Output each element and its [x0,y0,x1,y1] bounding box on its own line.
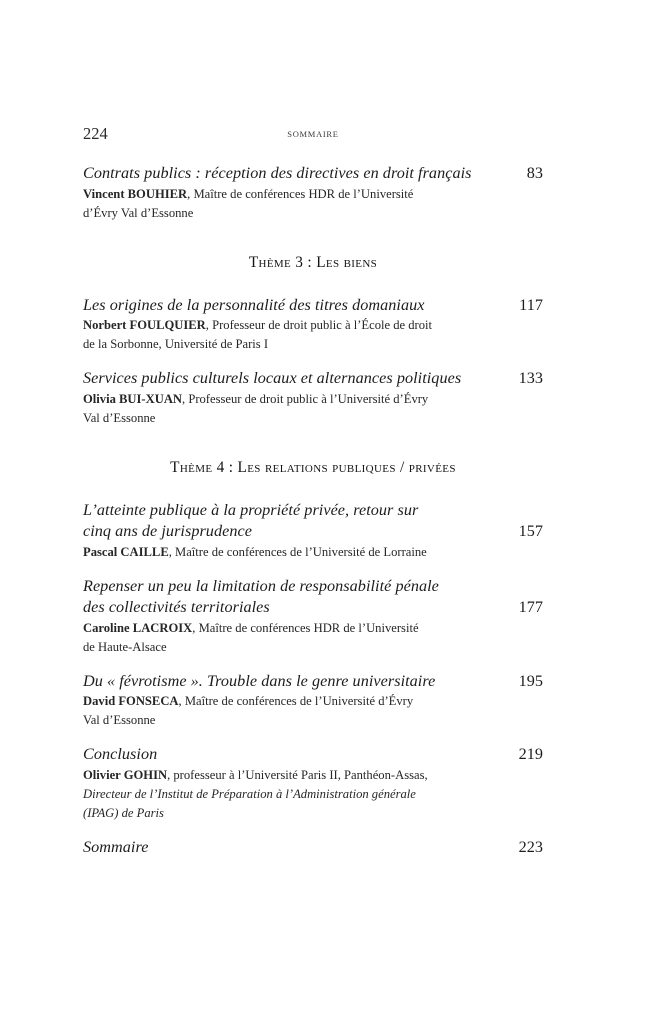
toc-entry-author: Olivia BUI-XUAN, Professeur de droit public à l’Université d’Évry [83,391,429,406]
toc-entry-title [83,368,543,390]
toc-entry[interactable] [83,744,543,823]
toc-entry-author: Val d’Essonne [83,410,156,425]
spacer [83,354,543,368]
spacer [83,478,543,500]
spacer [83,730,543,744]
toc-entry-author: d’Évry Val d’Essonne [83,205,194,220]
toc-entry-author: Norbert FOULQUIER, Professeur de droit public à l’École de droit [83,318,433,332]
folio-number: 224 [83,124,108,143]
toc-entry-title-line: Sommaire 223 [83,837,543,859]
toc-entry-author-role: (IPAG) de Paris [83,805,164,820]
document-page [83,0,543,1024]
toc-entry[interactable] [83,576,543,657]
toc-entry-author: Vincent BOUHIER, Maître de conférences HDR de l’Université [83,186,414,201]
toc-entry-author-role: Directeur de l’Institut de Préparation à l’Administration générale [83,786,416,801]
toc-entry-page-number: 157 [518,522,543,540]
theme-heading-theme-4: Thème 4 : Les relations publiques / privées [170,458,456,476]
toc-entry-title [83,576,543,619]
toc-entry-title-line: des collectivités territoriales 177 [83,597,543,619]
toc-entry[interactable] [83,163,543,223]
toc-entry-title [83,500,543,543]
toc-entry-author: de la Sorbonne, Université de Paris I [83,337,269,351]
toc-entry-title [83,837,543,859]
toc-entry-title [83,295,543,317]
toc-entry-author: Pascal CAILLE, Maître de conférences de l’Université de Lorraine [83,544,427,559]
toc-entry-title-line: Repenser un peu la limitation de responsabilité pénale [83,576,439,595]
toc-entry-author: de Haute-Alsace [83,639,167,654]
spacer [83,273,543,295]
toc-entry[interactable] [83,671,543,731]
toc-entry-page-number: 195 [518,671,543,690]
toc-entry[interactable] [83,295,543,355]
toc-entry-author-name: Norbert FOULQUIER [83,318,206,332]
spacer [83,657,543,671]
toc-entry-title-line: Contrats publics : réception des directives en droit français 83 [83,163,543,185]
toc-entry[interactable] [83,368,543,428]
toc-entry[interactable] [83,500,543,562]
running-title: SOMMAIRE [287,129,339,139]
toc-entry-author-name: Pascal CAILLE [83,544,169,559]
spacer [83,823,543,837]
running-head [83,125,543,143]
toc-entry-author-name: David FONSECA [83,694,179,708]
toc-entry-title [83,744,543,766]
table-of-contents [83,163,543,858]
toc-entry-page-number: 133 [518,369,543,387]
theme-heading-theme-3: Thème 3 : Les biens [248,253,378,271]
toc-entry-title-line: Services publics culturels locaux et alternances politiques 133 [83,368,543,390]
toc-entry-page-number: 177 [518,598,543,616]
spacer [83,562,543,576]
toc-entry-author: Olivier GOHIN, professeur à l’Université Paris II, Panthéon-Assas, [83,767,428,782]
spacer [83,223,543,253]
toc-entry-title-line: L’atteinte publique à la propriété privée, retour sur [83,500,419,519]
toc-entry-author-name: Olivier GOHIN [83,767,168,782]
toc-entry-author: David FONSECA, Maître de conférences de l’Université d’Évry [83,694,414,708]
toc-entry-author-name: Vincent BOUHIER [83,186,188,201]
toc-entry-page-number: 223 [518,837,543,856]
toc-entry-author-name: Olivia BUI-XUAN [83,391,183,406]
toc-entry-title-line: cinq ans de jurisprudence 157 [83,521,543,543]
toc-entry[interactable] [83,837,543,859]
toc-entry-title [83,671,543,693]
toc-entry-page-number: 219 [518,745,543,763]
toc-entry-title-line: Conclusion 219 [83,744,543,766]
toc-entry-title-line: Du « févrotisme ». Trouble dans le genre universitaire 195 [83,671,543,693]
toc-entry-page-number: 83 [526,164,543,182]
toc-entry-title-line: Les origines de la personnalité des titres domaniaux 117 [83,295,543,317]
toc-entry-author-name: Caroline LACROIX [83,620,193,635]
spacer [83,428,543,458]
toc-entry-author: Val d’Essonne [83,713,156,727]
toc-entry-title [83,163,543,185]
toc-entry-page-number: 117 [519,295,543,314]
toc-entry-author: Caroline LACROIX, Maître de conférences HDR de l’Université [83,620,419,635]
